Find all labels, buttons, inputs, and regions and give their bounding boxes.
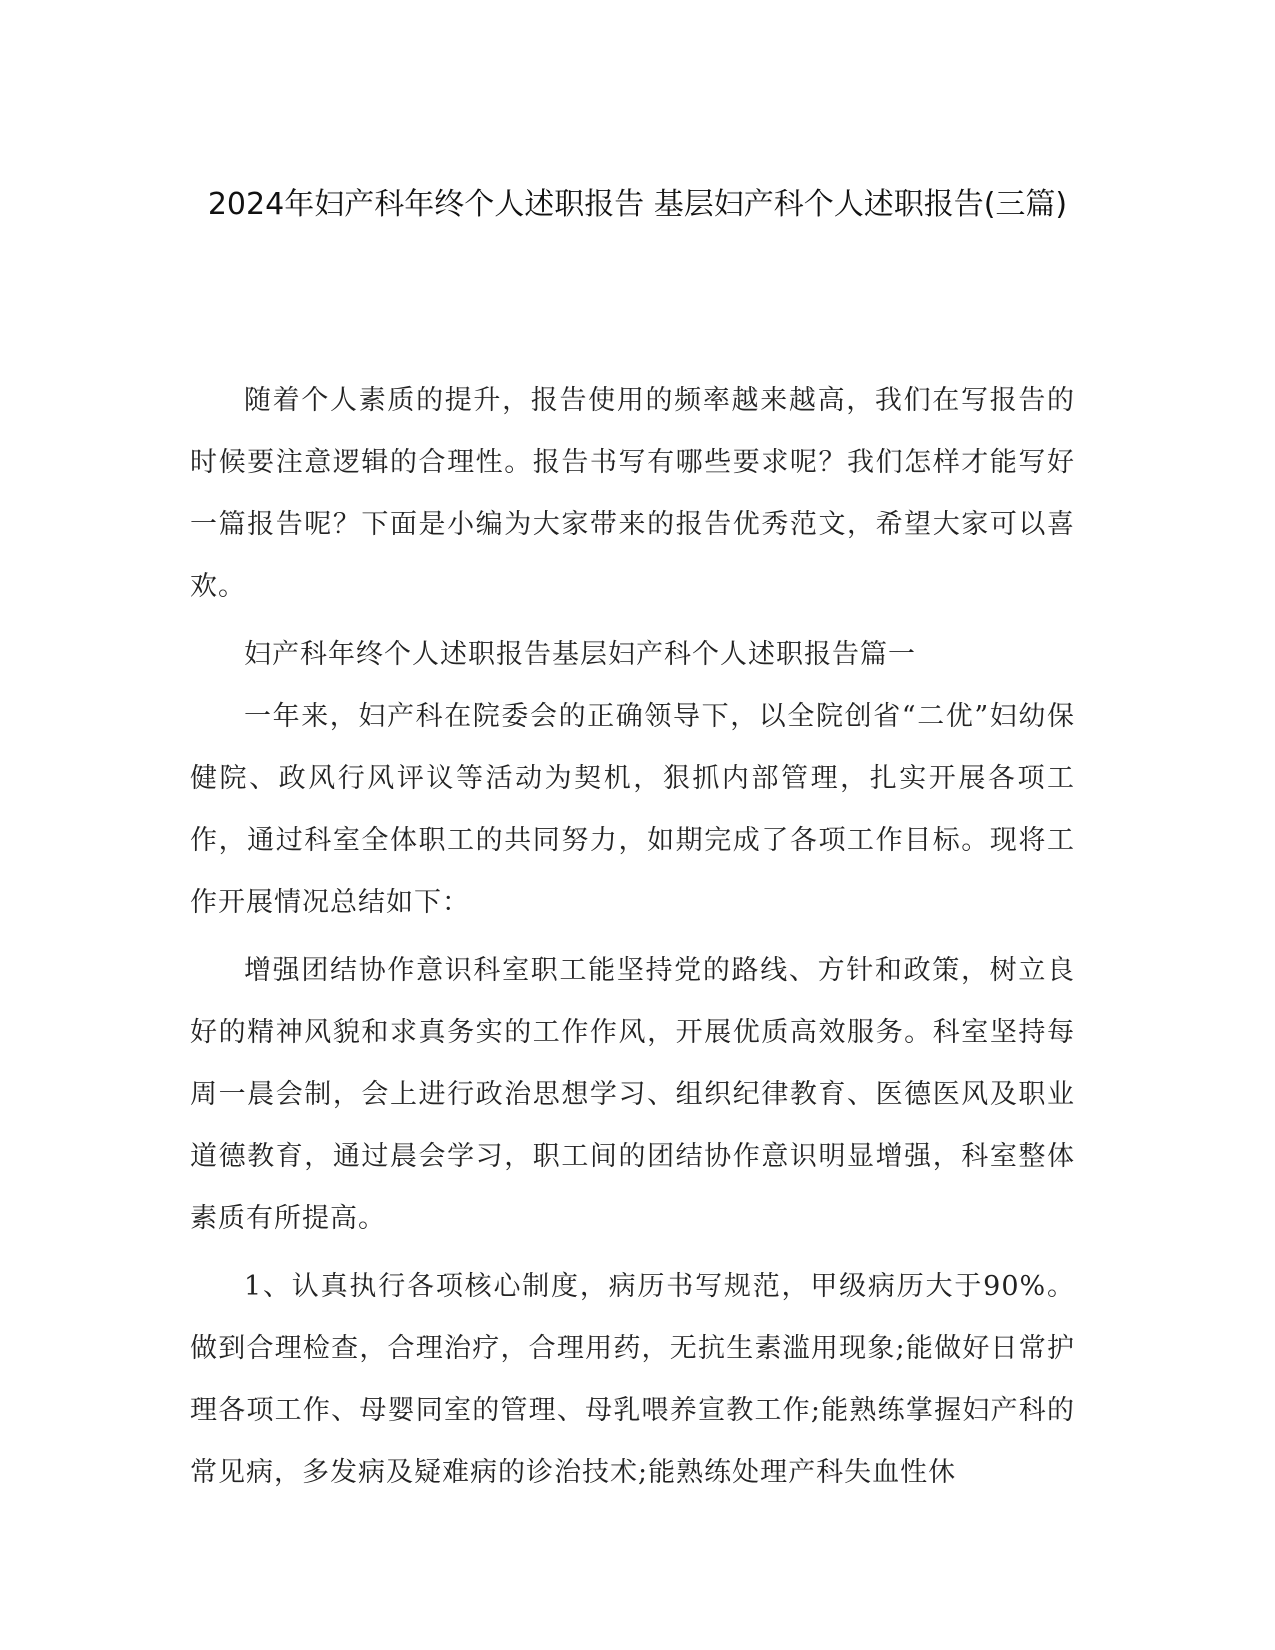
document-title: 2024年妇产科年终个人述职报告 基层妇产科个人述职报告(三篇) [207,187,1068,222]
section-heading: 妇产科年终个人述职报告基层妇产科个人述职报告篇一 [244,639,916,670]
document-body [190,370,1075,1510]
body-paragraph: 增强团结协作意识科室职工能坚持党的路线、方针和政策，树立良好的精神风貌和求真务实的工作作风，开展优质高效服务。科室坚持每周一晨会制，会上进行政治思想学习、组织纪律教育、医德医风及职业道德教育，通过晨会学习，职工间的团结协作意识明显增强，科室整体素质有所提高。 [190,955,1075,1234]
body-paragraph: 一年来，妇产科在院委会的正确领导下，以全院创省“二优”妇幼保健院、政风行风评议等活动为契机，狠抓内部管理，扎实开展各项工作，通过科室全体职工的共同努力，如期完成了各项工作目标。现将工作开展情况总结如下： [190,701,1075,918]
body-paragraph: 1、认真执行各项核心制度，病历书写规范，甲级病历大于90%。做到合理检查，合理治疗，合理用药，无抗生素滥用现象;能做好日常护理各项工作、母婴同室的管理、母乳喂养宣教工作;能熟练掌握妇产科的常见病，多发病及疑难病的诊治技术;能熟练处理产科失血性休 [190,1271,1075,1488]
intro-paragraph: 随着个人素质的提升，报告使用的频率越来越高，我们在写报告的时候要注意逻辑的合理性。报告书写有哪些要求呢？我们怎样才能写好一篇报告呢？下面是小编为大家带来的报告优秀范文，希望大家可以喜欢。 [190,385,1075,602]
